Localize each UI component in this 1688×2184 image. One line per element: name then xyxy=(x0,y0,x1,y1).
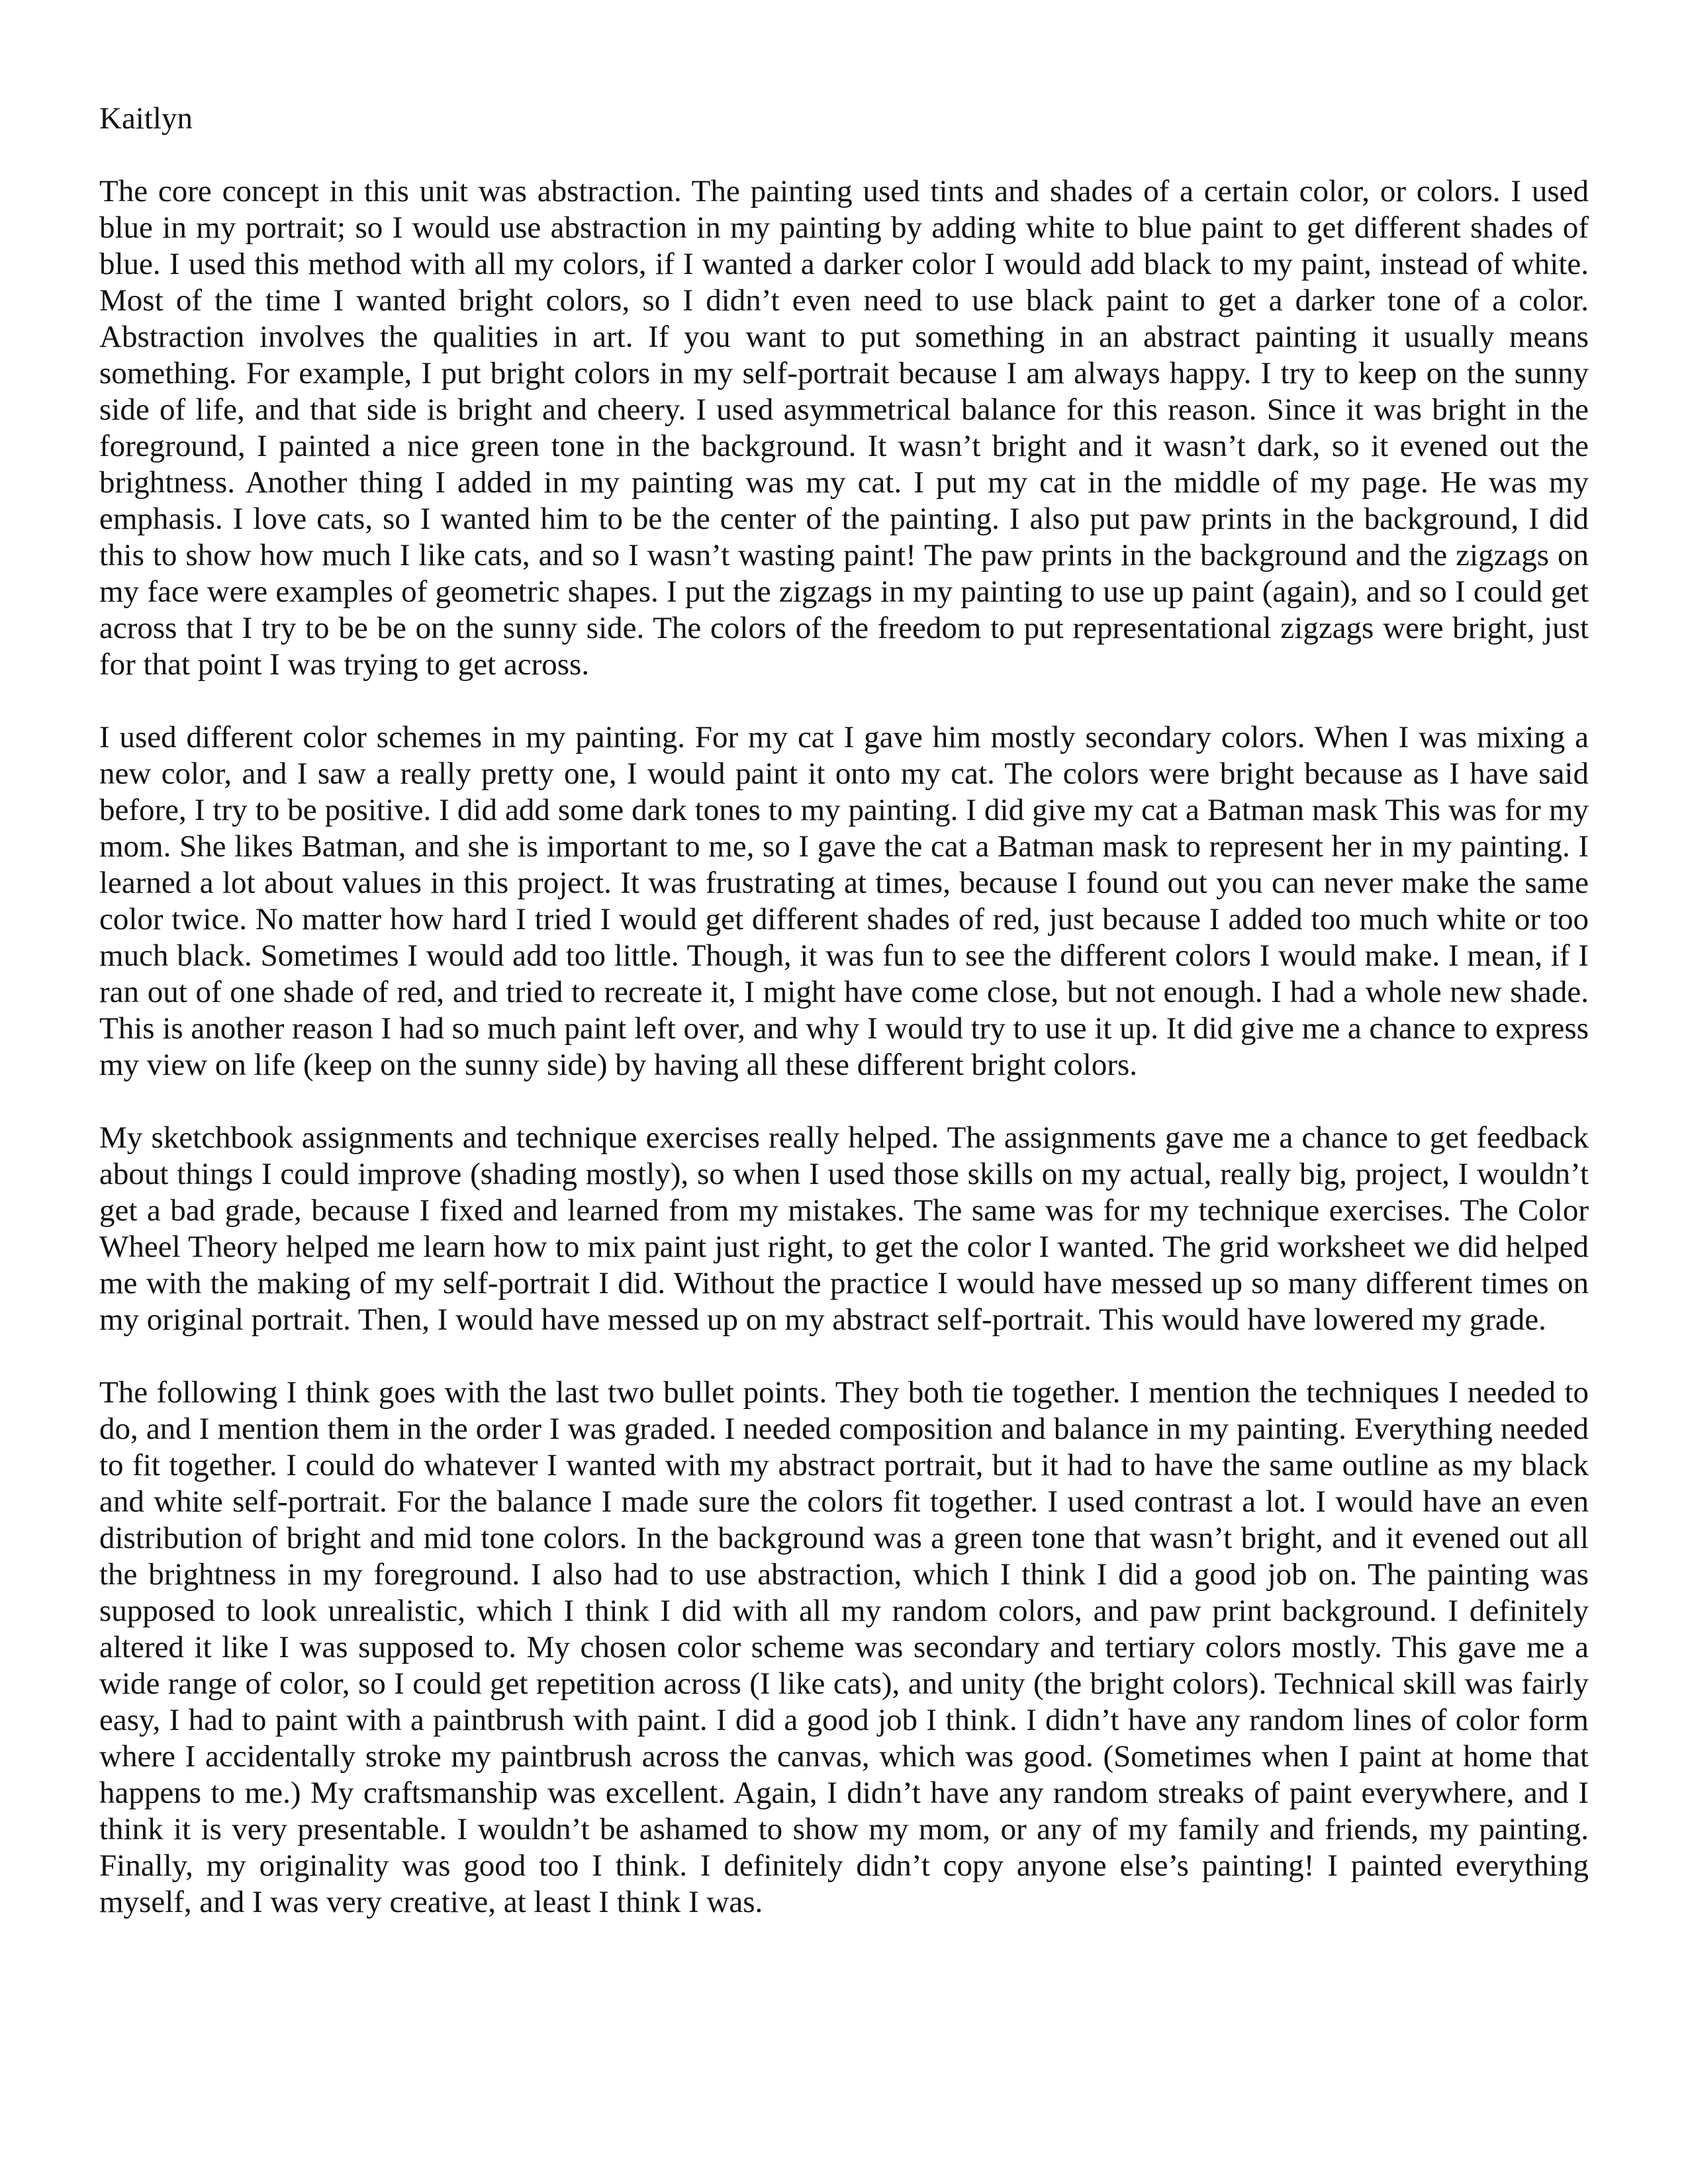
paragraph-abstraction: The core concept in this unit was abstraction. The painting used tints and shades of a certain color, or colors. I used blue in my portrait; so I would use abstraction in my painting by adding white to blue paint to get different shades of blue. I used this method with all my colors, if I wanted a darker color I would add black to my paint, instead of white. Most of the time I wanted bright colors, so I didn’t even need to use black paint to get a darker tone of a color. Abstraction involves the qualities in art. If you want to put something in an abstract painting it usually means something. For example, I put bright colors in my self-portrait because I am always happy. I try to keep on the sunny side of life, and that side is bright and cheery. I used asymmetrical balance for this reason. Since it was bright in the foreground, I painted a nice green tone in the background. It wasn’t bright and it wasn’t dark, so it evened out the brightness. Another thing I added in my painting was my cat. I put my cat in the middle of my page. He was my emphasis. I love cats, so I wanted him to be the center of the painting. I also put paw prints in the background, I did this to show how much I like cats, and so I wasn’t wasting paint! The paw prints in the background and the zigzags on my face were examples of geometric shapes. I put the zigzags in my painting to use up paint (again), and so I could get across that I try to be be on the sunny side. The colors of the freedom to put representational zigzags were bright, just for that point I was trying to get across. xyxy=(99,174,1589,682)
document-page xyxy=(99,101,1589,1957)
paragraph-techniques: The following I think goes with the last two bullet points. They both tie together. I mention the techniques I needed to do, and I mention them in the order I was graded. I needed composition and balance in my painting. Everything needed to fit together. I could do whatever I wanted with my abstract portrait, but it had to have the same outline as my black and white self-portrait. For the balance I made sure the colors fit together. I used contrast a lot. I would have an even distribution of bright and mid tone colors. In the background was a green tone that wasn’t bright, and it evened out all the brightness in my foreground. I also had to use abstraction, which I think I did a good job on. The painting was supposed to look unrealistic, which I think I did with all my random colors, and paw print background. I definitely altered it like I was supposed to. My chosen color scheme was secondary and tertiary colors mostly. This gave me a wide range of color, so I could get repetition across (I like cats), and unity (the bright colors). Technical skill was fairly easy, I had to paint with a paintbrush with paint. I did a good job I think. I didn’t have any random lines of color form where I accidentally stroke my paintbrush across the canvas, which was good. (Sometimes when I paint at home that happens to me.) My craftsmanship was excellent. Again, I didn’t have any random streaks of paint everywhere, and I think it is very presentable. I wouldn’t be ashamed to show my mom, or any of my family and friends, my painting. Finally, my originality was good too I think. I definitely didn’t copy anyone else’s painting! I painted everything myself, and I was very creative, at least I think I was. xyxy=(99,1375,1589,1919)
author-name: Kaitlyn xyxy=(99,101,193,136)
paragraph-sketchbook: My sketchbook assignments and technique exercises really helped. The assignments gave me a chance to get feedback about things I could improve (shading mostly), so when I used those skills on my actual, really big, project, I wouldn’t get a bad grade, because I fixed and learned from my mistakes. The same was for my technique exercises. The Color Wheel Theory helped me learn how to mix paint just right, to get the color I wanted. The grid worksheet we did helped me with the making of my self-portrait I did. Without the practice I would have messed up so many different times on my original portrait. Then, I would have messed up on my abstract self-portrait. This would have lowered my grade. xyxy=(99,1120,1589,1337)
paragraph-color-schemes: I used different color schemes in my painting. For my cat I gave him mostly secondary colors. When I was mixing a new color, and I saw a really pretty one, I would paint it onto my cat. The colors were bright because as I have said before, I try to be positive. I did add some dark tones to my painting. I did give my cat a Batman mask This was for my mom. She likes Batman, and she is important to me, so I gave the cat a Batman mask to represent her in my painting. I learned a lot about values in this project. It was frustrating at times, because I found out you can never make the same color twice. No matter how hard I tried I would get different shades of red, just because I added too much white or too much black. Sometimes I would add too little. Though, it was fun to see the different colors I would make. I mean, if I ran out of one shade of red, and tried to recreate it, I might have come close, but not enough. I had a whole new shade. This is another reason I had so much paint left over, and why I would try to use it up. It did give me a chance to express my view on life (keep on the sunny side) by having all these different bright colors. xyxy=(99,720,1589,1082)
